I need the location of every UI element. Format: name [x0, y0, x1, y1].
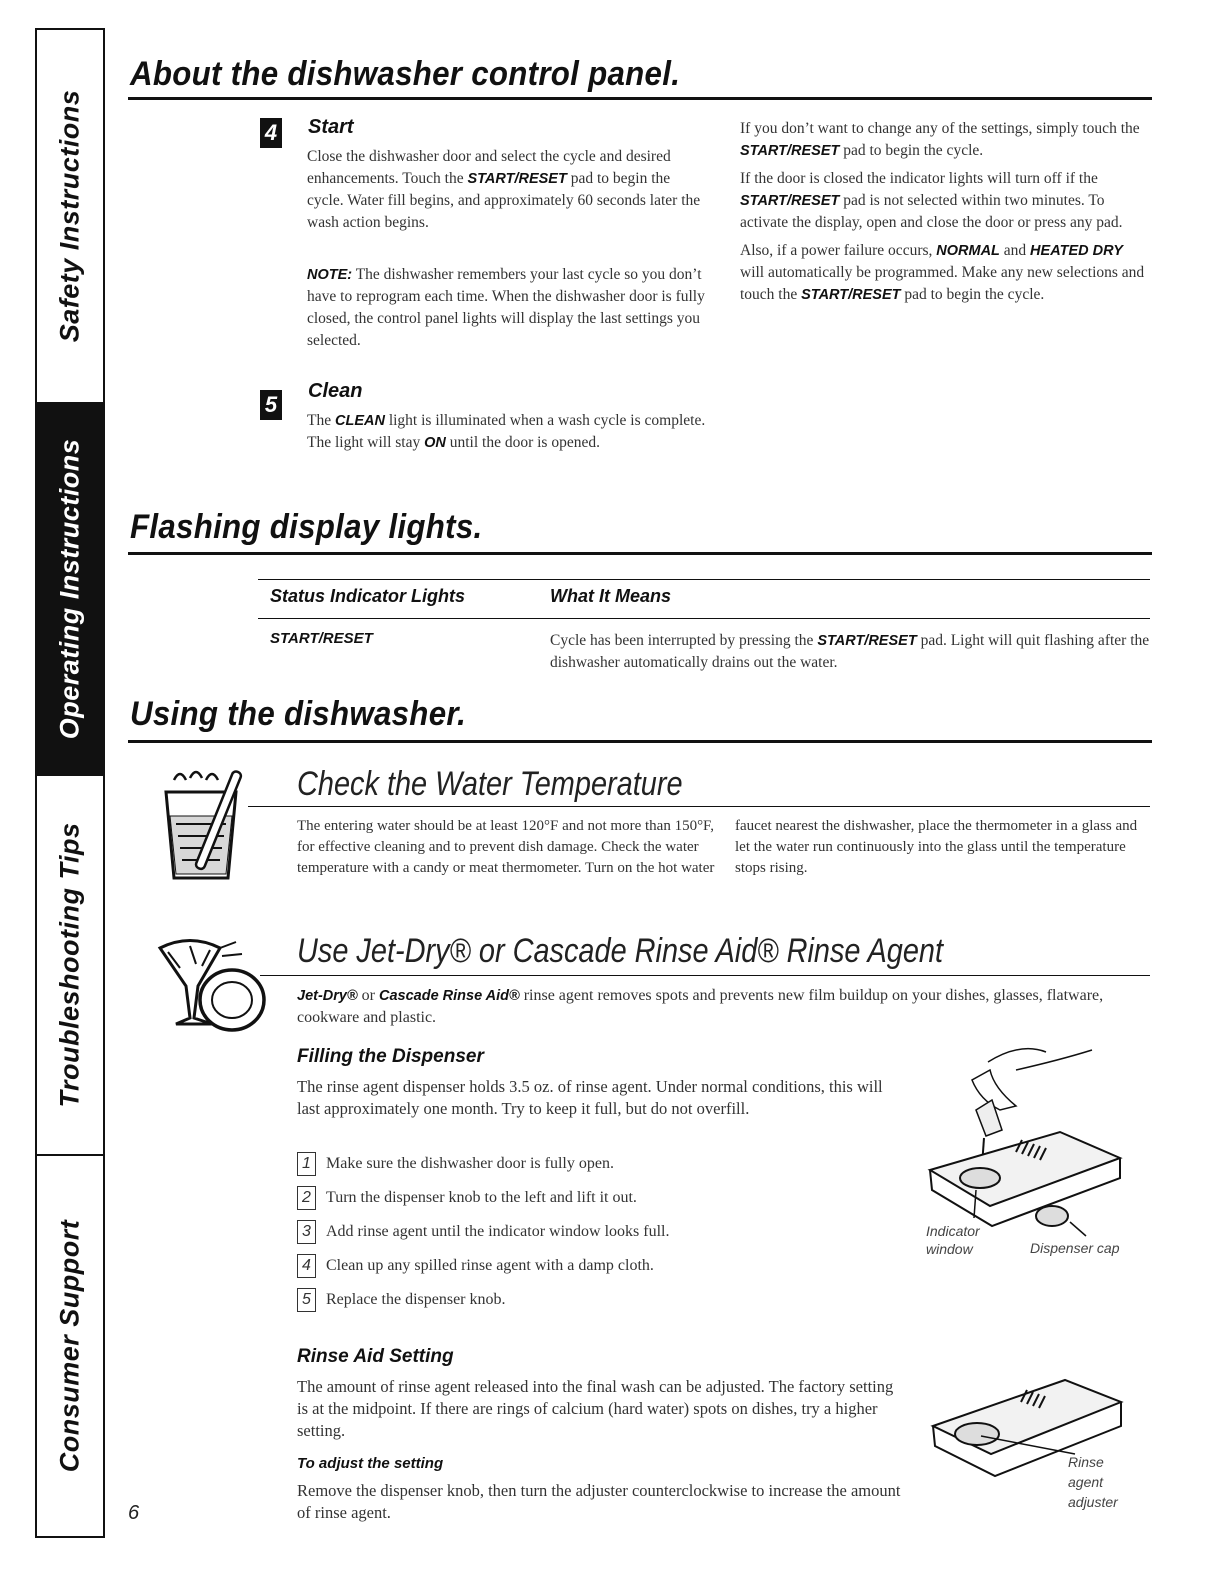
start-text: Close the dishwasher door and select the cycle and desired enhancements. Touch the START/RESET pad to begin the cycle. Water fill begins, and approximately 60 seconds later the wash action begins.	[307, 148, 701, 231]
sidebar-tabs	[35, 28, 105, 1538]
rinse-agent-rule	[260, 975, 1150, 976]
tab-label: Consumer Support	[54, 1219, 85, 1473]
tab-troubleshooting-tips[interactable]	[37, 776, 103, 1156]
dispenser-filling-illustration	[920, 1040, 1130, 1250]
flashing-title: Flashing display lights.	[130, 508, 483, 546]
water-glass-icon	[160, 764, 250, 884]
start-note: NOTE: The dishwasher remembers your last cycle so you don’t have to reprogram each time. When the dishwasher door is fully closed, the control panel lights will display the last settings you selected.	[307, 266, 705, 349]
filling-step: 1 Make sure the dishwasher door is fully open.	[297, 1147, 897, 1181]
indicator-window-caption: Indicator window	[926, 1223, 980, 1257]
step-4-badge: 4	[260, 118, 282, 148]
rinse-aid-setting-heading: Rinse Aid Setting	[297, 1346, 454, 1367]
filling-step: 2 Turn the dispenser knob to the left and lift it out.	[297, 1181, 897, 1215]
title-rule	[128, 97, 1152, 100]
water-temp-right-text: faucet nearest the dishwasher, place the thermometer in a glass and let the water run continuously into the glass until the temperature stops rising.	[735, 818, 1138, 876]
clean-text: The CLEAN light is illuminated when a wash cycle is complete. The light will stay ON until the door is opened.	[307, 412, 706, 451]
flashing-rule	[128, 552, 1152, 555]
right-para-3: Also, if a power failure occurs, NORMAL and HEATED DRY will automatically be programmed. Make any new selections and touch the START/RESET pad to begin the cycle.	[740, 242, 1145, 303]
filling-steps	[297, 1147, 897, 1317]
table-top-rule	[258, 579, 1150, 580]
rinse-agent-adjuster-caption: Rinse agent adjuster	[1068, 1454, 1118, 1510]
rinse-aid-setting-text: The amount of rinse agent released into the final wash can be adjusted. The factory setting is at the midpoint. If there are rings of calcium (hard water) spots on dishes, try a higher setting.	[297, 1377, 894, 1440]
page-number: 6	[128, 1502, 140, 1524]
clean-heading: Clean	[308, 380, 363, 402]
col-status-header: Status Indicator Lights	[270, 586, 466, 606]
tab-label: Troubleshooting Tips	[54, 822, 85, 1108]
glass-and-plate-icon	[150, 928, 270, 1038]
status-start-reset: START/RESET	[270, 630, 373, 647]
filling-step: 3 Add rinse agent until the indicator window looks full.	[297, 1215, 897, 1249]
filling-dispenser-text: The rinse agent dispenser holds 3.5 oz. of rinse agent. Under normal conditions, this will last approximately one month. Try to keep it full, but do not overfill.	[297, 1077, 883, 1118]
adjust-setting-text: Remove the dispenser knob, then turn the adjuster counterclockwise to increase the amount of rinse agent.	[297, 1481, 901, 1522]
tab-safety-instructions[interactable]	[37, 30, 103, 404]
right-para-2: If the door is closed the indicator lights will turn off if the START/RESET pad is not selected within two minutes. To activate the display, open and close the door or press any pad.	[740, 170, 1123, 231]
dispenser-cap-caption: Dispenser cap	[1030, 1240, 1120, 1256]
col-meaning-header: What It Means	[550, 586, 672, 606]
water-temp-left-text: The entering water should be at least 120°F and not more than 150°F, for effective cleaning and to prevent dish damage. Check the water temperature with a candy or meat thermometer. Turn on the hot water	[297, 818, 715, 876]
right-para-1: If you don’t want to change any of the settings, simply touch the START/RESET pad to begin the cycle.	[740, 120, 1140, 159]
rinse-agent-intro: Jet-Dry® or Cascade Rinse Aid® rinse agent removes spots and prevents new film buildup on your dishes, glasses, flatware, cookware and plastic.	[297, 987, 1104, 1026]
tab-consumer-support[interactable]	[37, 1156, 103, 1536]
tab-label: Safety Instructions	[54, 89, 85, 343]
tab-operating-instructions[interactable]	[37, 404, 103, 776]
filling-step: 5 Replace the dispenser knob.	[297, 1283, 897, 1317]
using-title: Using the dishwasher.	[130, 695, 467, 733]
filling-dispenser-heading: Filling the Dispenser	[297, 1046, 484, 1067]
tab-label: Operating Instructions	[54, 438, 85, 740]
rinse-agent-heading: Use Jet-Dry® or Cascade Rinse Aid® Rinse Agent	[297, 932, 943, 970]
water-temp-heading: Check the Water Temperature	[297, 765, 683, 803]
control-panel-right-column	[740, 118, 1150, 306]
water-temp-rule	[248, 806, 1150, 807]
filling-step: 4 Clean up any spilled rinse agent with a damp cloth.	[297, 1249, 897, 1283]
status-meaning: Cycle has been interrupted by pressing the START/RESET pad. Light will quit flashing after the dishwasher automatically drains out the water.	[550, 632, 1150, 671]
adjust-setting-heading: To adjust the setting	[297, 1455, 444, 1472]
step-5-badge: 5	[260, 390, 282, 420]
table-header-rule	[258, 618, 1150, 619]
using-rule	[128, 740, 1152, 743]
control-panel-title: About the dishwasher control panel.	[130, 55, 681, 93]
start-heading: Start	[308, 116, 354, 138]
